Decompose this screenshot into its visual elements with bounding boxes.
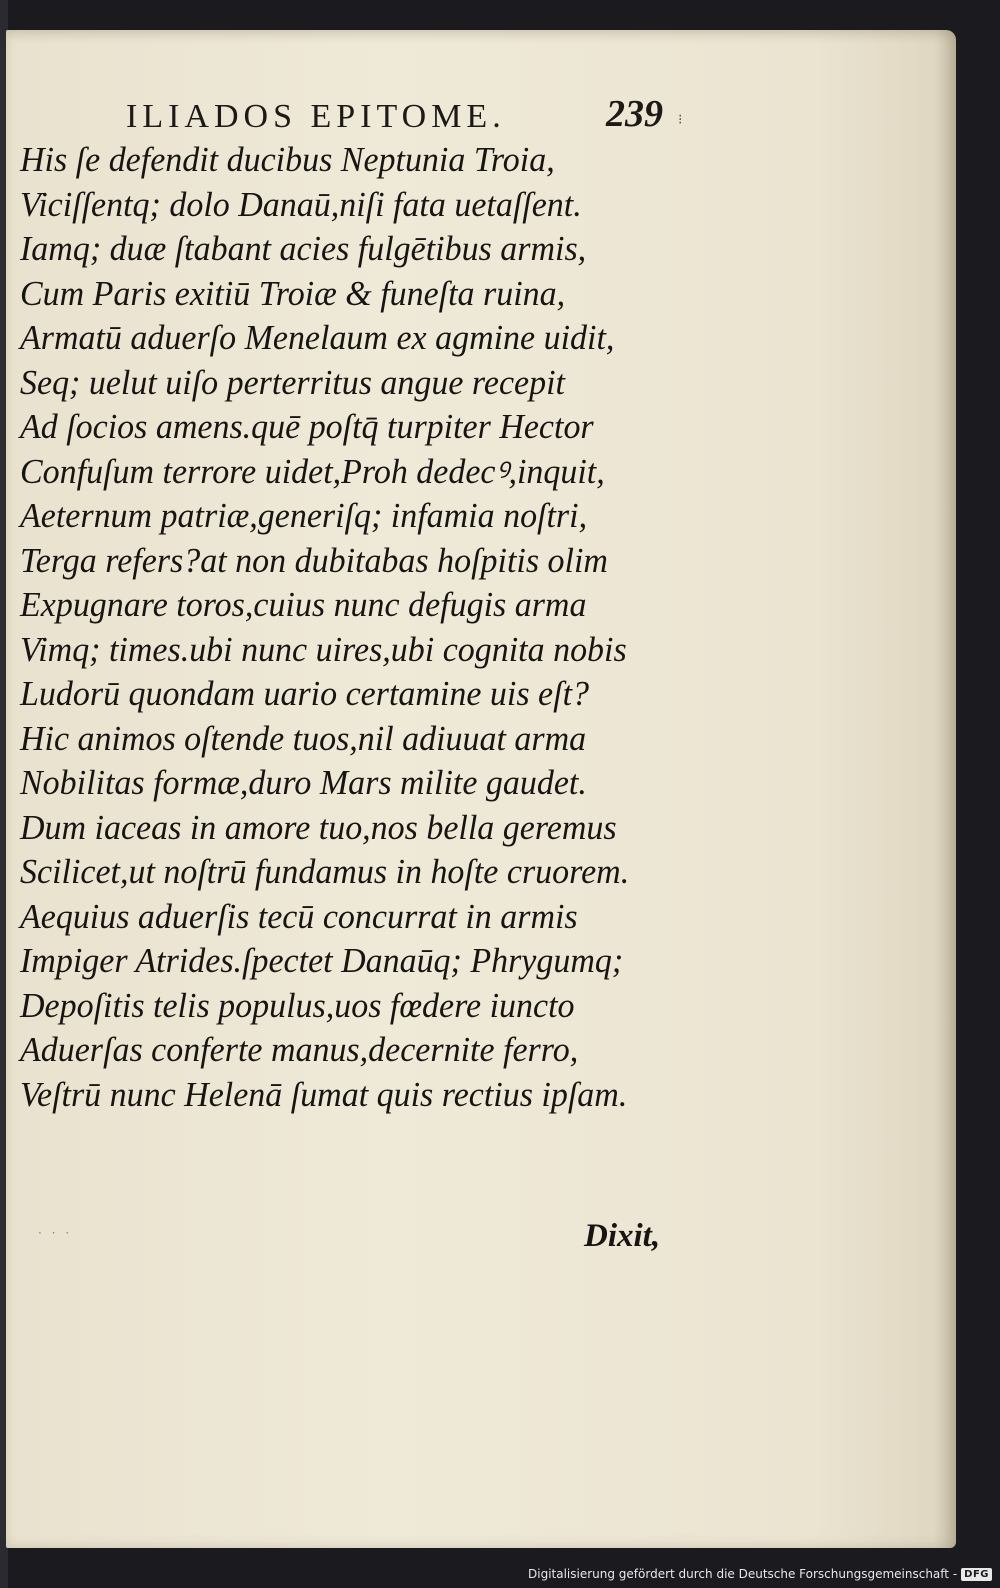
verse-line: Depoſitis telis populus,uos fœdere iuncto	[20, 985, 575, 1025]
running-title: ILIADOS EPITOME.	[126, 98, 506, 135]
verse-line: Ad ſocios amens.quē poſtq̄ turpiter Hector	[20, 407, 594, 446]
dfg-logo-icon: DFG	[961, 1568, 992, 1581]
digitization-footer	[528, 1564, 992, 1584]
verse-line: Nobilitas formæ,duro Mars milite gaudet.	[20, 763, 587, 802]
verse-line: Armatū aduerſo Menelaum ex agmine uidit,	[20, 318, 615, 357]
verse-line: Aduerſas conferte manus,decernite ferro,	[20, 1030, 579, 1069]
verse-line: Hic animos oſtende tuos,nil adiuuat arma	[20, 718, 587, 758]
verse-line: Ludorū quondam uario certamine uis eſt?	[20, 674, 589, 713]
signature-mark-icon: · · ·	[38, 1226, 73, 1240]
book-page	[6, 30, 956, 1548]
page-number: 239	[606, 93, 663, 135]
verse-line: Terga refers?at non dubitabas hoſpitis olim	[20, 540, 608, 580]
margin-mark-icon: ⁝	[678, 112, 683, 128]
verse-line: Aeternum patriæ,generiſq; infamia noſtri,	[20, 496, 588, 535]
page-edge-shadow	[934, 30, 956, 1548]
verse-line: Viciſſentq; dolo Danaū,niſi fata uetaſſent.	[20, 184, 582, 224]
verse-line: Iamq; duæ ſtabant acies fulgētibus armis,	[20, 229, 587, 268]
verse-line: Aequius aduerſis tecū concurrat in armis	[20, 896, 578, 936]
verse-block	[20, 138, 700, 1117]
verse-line: Scilicet,ut noſtrū fundamus in hoſte cruorem.	[20, 852, 630, 891]
verse-line: Veſtrū nunc Helenā ſumat quis rectius ipſam.	[20, 1074, 628, 1114]
verse-line: Cum Paris exitiū Troiæ & funeſta ruina,	[20, 273, 566, 313]
verse-line: Impiger Atrides.ſpectet Danaūq; Phrygumq;	[20, 941, 624, 980]
verse-line: His ſe defendit ducibus Neptunia Troia,	[20, 140, 555, 179]
catchword: Dixit,	[584, 1218, 661, 1254]
verse-line: Seq; uelut uiſo perterritus angue recepit	[20, 362, 566, 402]
verse-line: Dum iaceas in amore tuo,nos bella geremus	[20, 807, 617, 847]
verse-line: Confuſum terrore uidet,Proh dedecꝰ,inquit,	[20, 451, 605, 491]
footer-credit: Digitalisierung gefördert durch die Deutsche Forschungsgemeinschaft -	[528, 1567, 958, 1581]
verse-line: Vimq; times.ubi nunc uires,ubi cognita nobis	[20, 629, 627, 669]
verse-line: Expugnare toros,cuius nunc defugis arma	[20, 585, 587, 624]
